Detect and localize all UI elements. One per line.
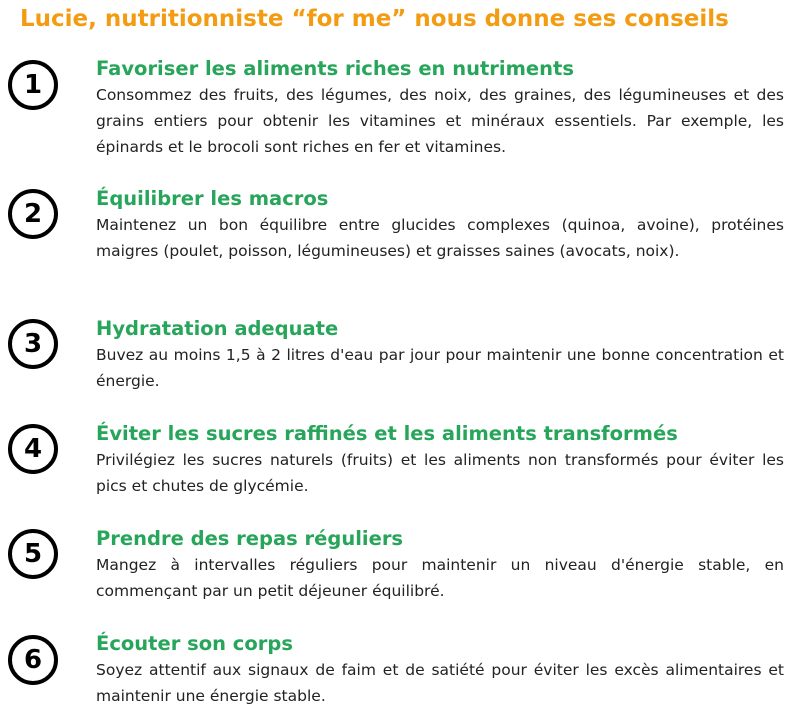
tip-heading: Prendre des repas réguliers bbox=[96, 527, 404, 550]
tip-number-badge: 1 bbox=[8, 60, 58, 110]
tip-text: Consommez des fruits, des légumes, des noix, des graines, des légumineuses et des grains entiers pour obtenir les vitamines et minéraux essentiels. Par exemple, les épinards et le brocoli sont riches en fer et vitamines. bbox=[96, 86, 784, 156]
tip-number-badge: 5 bbox=[8, 529, 58, 579]
tip-text: Maintenez un bon équilibre entre glucides complexes (quinoa, avoine), protéines maigres (poulet, poisson, légumineuses) et graisses saines (avocats, noix). bbox=[96, 216, 784, 260]
tip-heading: Hydratation adequate bbox=[96, 317, 339, 340]
tip-text: Privilégiez les sucres naturels (fruits) et les aliments non transformés pour éviter les pics et chutes de glycémie. bbox=[96, 451, 784, 495]
tip-heading: Éviter les sucres raffinés et les aliments transformés bbox=[96, 422, 678, 445]
tip-heading: Équilibrer les macros bbox=[96, 187, 329, 210]
tip-number-badge: 6 bbox=[8, 635, 58, 685]
tip-number-badge: 4 bbox=[8, 424, 58, 474]
page-title: Lucie, nutritionniste “for me” nous donne ses conseils bbox=[20, 6, 729, 32]
tip-heading: Écouter son corps bbox=[96, 632, 293, 655]
tip-text: Buvez au moins 1,5 à 2 litres d'eau par jour pour maintenir une bonne concentration et énergie. bbox=[96, 346, 784, 390]
tip-heading: Favoriser les aliments riches en nutriments bbox=[96, 57, 574, 80]
tip-text: Soyez attentif aux signaux de faim et de satiété pour éviter les excès alimentaires et maintenir une énergie stable. bbox=[96, 661, 784, 705]
tip-number-badge: 3 bbox=[8, 319, 58, 369]
tip-text: Mangez à intervalles réguliers pour maintenir un niveau d'énergie stable, en commençant par un petit déjeuner équilibré. bbox=[96, 556, 784, 600]
tip-number-badge: 2 bbox=[8, 189, 58, 239]
